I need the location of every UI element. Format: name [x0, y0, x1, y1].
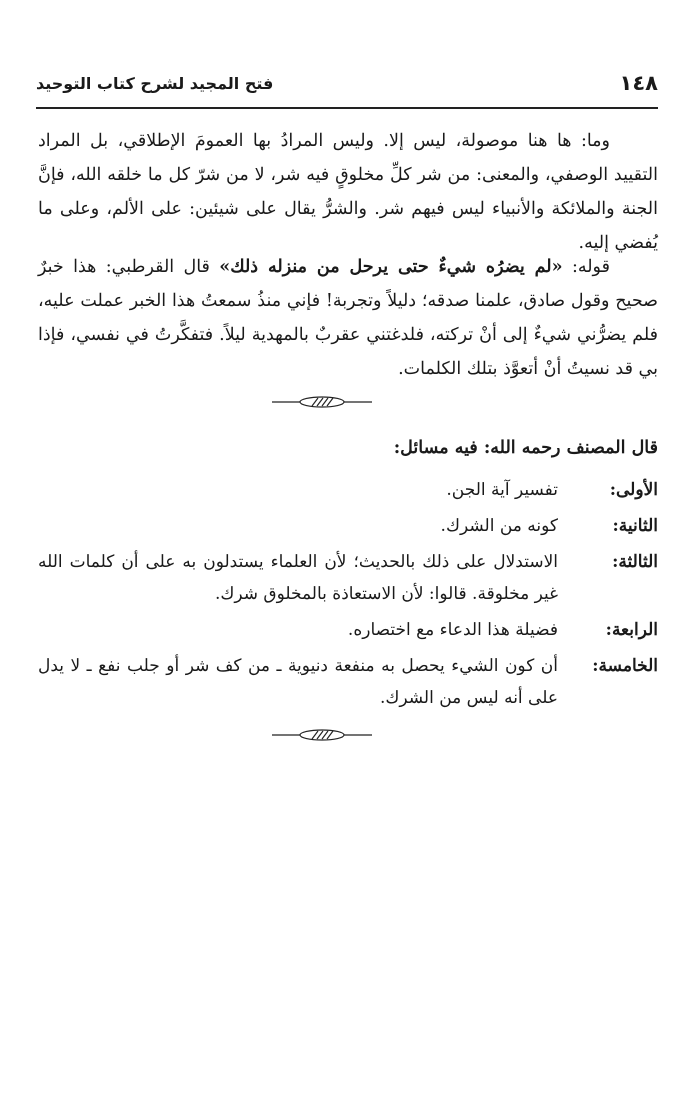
page-number: ١٤٨	[619, 71, 658, 95]
issue-label: الثالثة:	[612, 552, 658, 572]
issue-text: الاستدلال على ذلك بالحديث؛ لأن العلماء يستدلون به على أن كلمات الله غير مخلوقة. قالوا: لأن الاستعاذة بالمخلوق شرك.	[38, 552, 558, 604]
issue-item	[38, 650, 658, 714]
issue-text: أن كون الشيء يحصل به منفعة دنيوية ـ من كف شر أو جلب نفع ـ لا يدل على أنه ليس من الشرك.	[38, 656, 558, 708]
paragraph-2-lead: قوله:	[571, 257, 610, 277]
hadith-quote: «لم يضرُه شيءٌ حتى يرحل من منزله ذلك»	[219, 257, 563, 277]
paragraph-1: وما: ها هنا موصولة، ليس إلا. وليس المرادُ بها العمومَ الإطلاقي، بل المراد التقييد الوصفي، والمعنى: من شر كلِّ مخلوقٍ فيه شر، لا من شرّ كل ما خلقه الله، فإنَّ الجنة والملائكة والأنبياء ليس فيهم شر. والشرُّ يقال على شيئين: على الألم، وعلى ما يُفضي إليه.	[38, 131, 658, 253]
issue-text: تفسير آية الجن.	[446, 480, 558, 500]
issue-label: الثانية:	[612, 516, 658, 536]
issue-text: فضيلة هذا الدعاء مع اختصاره.	[347, 620, 558, 640]
paragraph-2	[38, 250, 658, 386]
issue-item	[38, 510, 658, 542]
running-title: فتح المجيد لشرح كتاب التوحيد	[36, 73, 274, 93]
issue-label: الرابعة:	[605, 620, 658, 640]
issue-label: الأولى:	[609, 480, 658, 500]
ornament-divider-1	[272, 395, 372, 409]
ornament-divider-2	[272, 728, 372, 742]
issue-text: كونه من الشرك.	[440, 516, 558, 536]
header-rule	[36, 107, 658, 109]
page-header	[36, 66, 658, 100]
issue-label: الخامسة:	[592, 656, 658, 676]
issue-item	[38, 474, 658, 506]
issues-list	[38, 474, 658, 714]
issue-item	[38, 546, 658, 610]
section-heading: قال المصنف رحمه الله: فيه مسائل:	[393, 438, 658, 458]
paragraph-2-rest: قال القرطبي: هذا خبرٌ صحيح وقول صادق، علمنا صدقه؛ دليلاً وتجربة! فإني منذُ سمعتُ هذا الخبر عملت عليه، فلم يضرُّني شيءٌ إلى أنْ تركته، فلدغتني عقربٌ بالمهدية ليلاً. فتفكَّرتُ في نفسي، فإذا بي قد نسيتُ أنْ أتعوَّذ بتلك الكلمات.	[38, 257, 658, 379]
issue-item	[38, 614, 658, 646]
